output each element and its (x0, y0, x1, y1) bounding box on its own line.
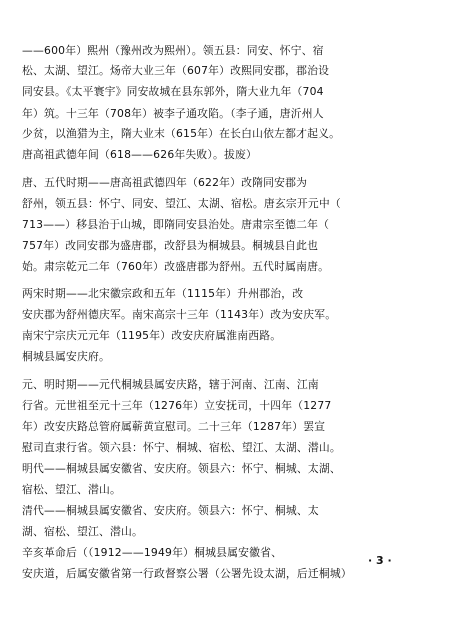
text-line: 年）筑。十三年（708年）被李子通攻陷。（李子通，唐沂州人 (22, 107, 324, 120)
text-line: 757年）改同安郡为盛唐郡，改舒县为桐城县。桐城县自此也 (22, 239, 319, 252)
text-line: 唐高祖武德年间（618——626年失败）。拔废） (22, 148, 257, 161)
text-line: 始。肃宗乾元二年（760年）改盛唐郡为舒州。五代时属南唐。 (22, 260, 330, 273)
text-line: 两宋时期——北宋徽宗政和五年（1115年）升州郡治，改 (22, 287, 304, 300)
text-line: 明代——桐城县属安徽省、安庆府。领县六：怀宁、桐城、太湖、 (22, 462, 341, 475)
text-line: 行省。元世祖至元十三年（1276年）立安抚司，十四年（1277 (22, 399, 332, 412)
text-line: 桐城县属安庆府。 (22, 350, 110, 363)
text-line: 少贫，以渔猎为主，隋大业末（615年）在长白山依左都才起义。 (22, 127, 341, 140)
text-line: 同安县。《太平寰宇》同安故城在县东郭外，隋大业九年（704 (22, 85, 324, 98)
text-line: 唐、五代时期——唐高祖武德四年（622年）改隋同安郡为 (22, 176, 308, 189)
text-line: 南宋宁宗庆元元年（1195年）改安庆府属淮南西路。 (22, 329, 282, 342)
text-line: 元、明时期——元代桐城县属安庆路，辖于河南、江南、江南 (22, 378, 319, 391)
text-line: 湖、宿松、望江、潜山。 (22, 525, 143, 538)
text-line: 安庆郡为舒州德庆军。南宋高宗十三年（1143年）改为安庆军。 (22, 308, 337, 321)
text-line: ——600年）熙州（豫州改为熙州）。领五县：同安、怀宁、宿 (22, 44, 324, 57)
text-line: 安庆道，后属安徽省第一行政督察公署（公署先设太湖，后迁桐城） (22, 567, 352, 580)
text-line: 713——）移县治于山城，即隋同安县治处。唐肃宗至德二年（ (22, 218, 330, 231)
text-line: 舒州，领五县：怀宁、同安、望江、太湖、宿松。唐玄宗开元中（ (22, 197, 341, 210)
page-number: · 3 · (368, 554, 392, 567)
text-line: 慰司直隶行省。领六县：怀宁、桐城、宿松、望江、太湖、潜山。 (22, 441, 341, 454)
text-line: 清代——桐城县属安徽省、安庆府。领县六：怀宁、桐城、太 (22, 504, 319, 517)
text-line: 宿松、望江、潜山。 (22, 483, 121, 496)
text-line: 年）改安庆路总管府属蕲黄宣慰司。二十三年（1287年）罢宣 (22, 420, 326, 433)
text-line: 辛亥革命后（（1912——1949年）桐城县属安徽省、 (22, 546, 283, 559)
text-line: 松、太湖、望江。炀帝大业三年（607年）改熙同安郡，郡治设 (22, 64, 330, 77)
